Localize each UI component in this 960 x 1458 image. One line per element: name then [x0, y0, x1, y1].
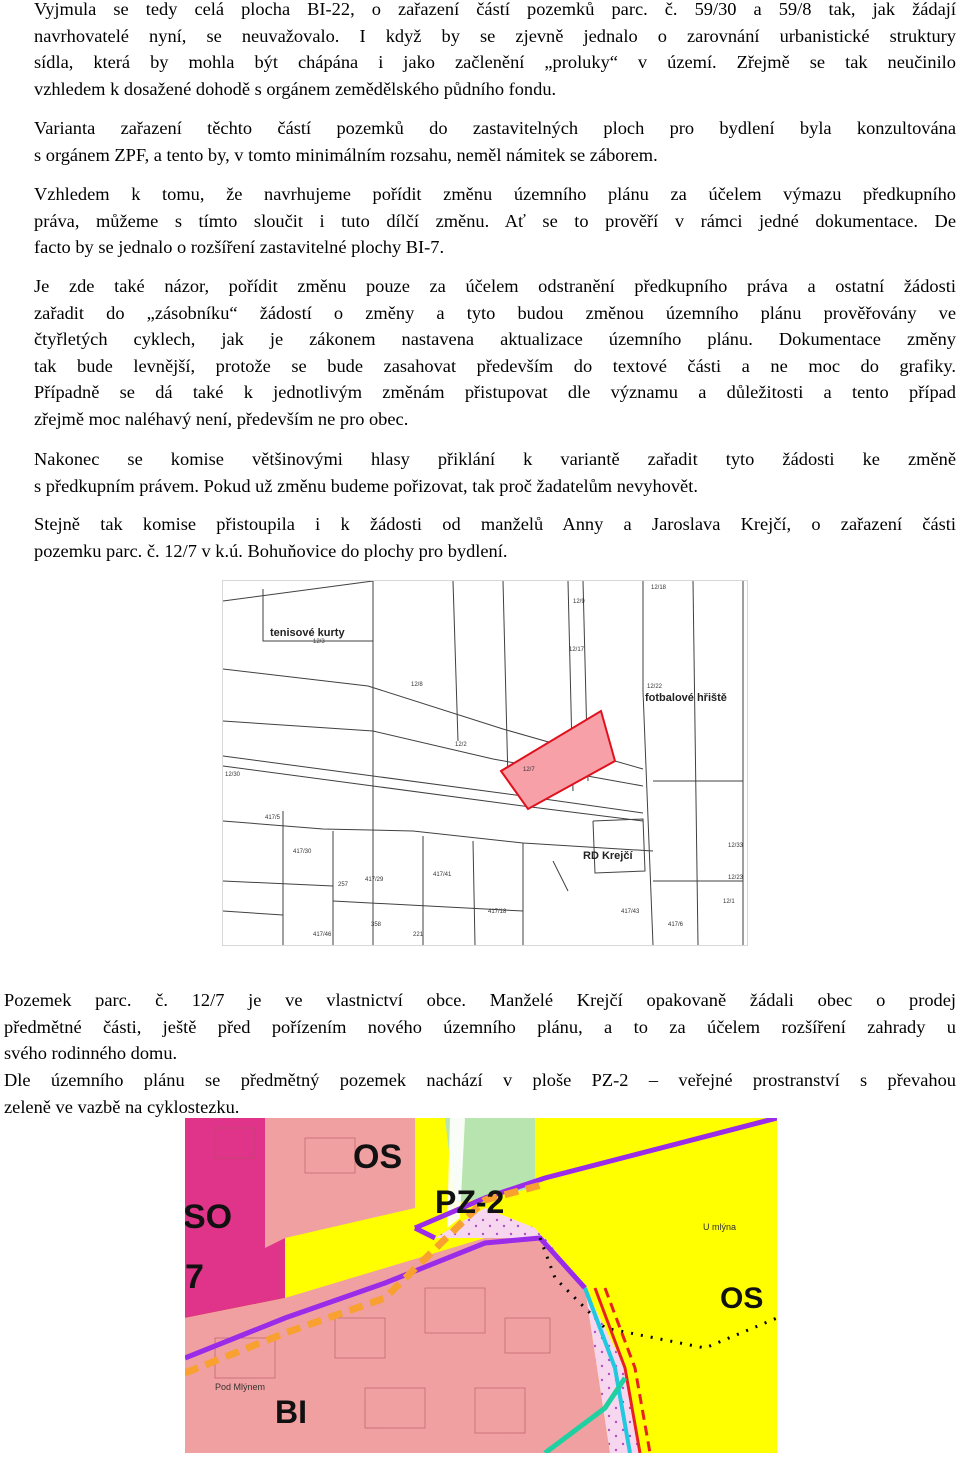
so-label: SO — [185, 1198, 233, 1236]
svg-text:12/2: 12/2 — [455, 742, 467, 748]
paragraph-commission-decision — [34, 446, 956, 499]
seven-label: 7 — [185, 1258, 204, 1296]
os-right-label: OS — [720, 1282, 764, 1315]
svg-text:417/29: 417/29 — [365, 877, 384, 883]
text-line: předmětné části, ještě před pořízením nového územního plánu, a to za účelem rozšíření zahrady u — [4, 1016, 956, 1037]
paragraph-krejci-request — [34, 511, 956, 564]
house-label: RD Krejčí — [583, 850, 633, 862]
svg-text:257: 257 — [338, 882, 349, 888]
text-line: Je zde také názor, pořídit změnu pouze za účelem odstranění předkupního práva a ostatní žádosti — [34, 276, 956, 296]
text-line: Případně se dá také k jednotlivým změnám přistupovat dle významu a důležitosti a tento případ — [34, 382, 956, 402]
text-line: s orgánem ZPF, a tento by, v tomto minimálním rozsahu, neměl námitek se záborem. — [34, 144, 658, 165]
svg-text:12/9: 12/9 — [573, 599, 585, 605]
paragraph-ownership — [4, 987, 956, 1067]
svg-text:221: 221 — [413, 932, 424, 938]
football-label: fotbalové hřiště — [645, 692, 727, 704]
zoning-map — [185, 1118, 777, 1453]
text-line: tak bude levnější, protože se bude zasahovat především do textové části a ne moc do grafiky. — [34, 355, 956, 376]
text-line: s předkupním právem. Pokud už změnu budeme pořizovat, tak proč žadatelům nevyhovět. — [34, 475, 698, 496]
text-line: Pozemek parc. č. 12/7 je ve vlastnictví obce. Manželé Krejčí opakovaně žádali obec o prodej — [4, 990, 956, 1010]
paragraph-zpf-consultation — [34, 115, 956, 168]
svg-text:12/3: 12/3 — [313, 639, 325, 645]
paragraph-alternative-opinion — [34, 273, 956, 432]
text-line: sídla, která by mohla být chápána i jako začlenění „proluky“ v území. Zřejmě se tak neučinilo — [34, 52, 956, 72]
svg-text:417/43: 417/43 — [621, 909, 640, 915]
svg-text:12/7: 12/7 — [523, 767, 535, 773]
text-line: Vyjmula se tedy celá plocha BI-22, o zařazení částí pozemků parc. č. 59/30 a 59/8 tak, jak žádají — [34, 0, 956, 19]
svg-text:12/1: 12/1 — [723, 899, 735, 905]
svg-text:12/23: 12/23 — [728, 875, 744, 881]
text-line: čtyřletých cyklech, jak je zákonem nastavena aktualizace územního plánu. Dokumentace změny — [34, 329, 956, 349]
os-top-label: OS — [353, 1138, 403, 1176]
svg-text:12/22: 12/22 — [647, 684, 663, 690]
text-line: Dle územního plánu se předmětný pozemek nachází v ploše PZ-2 – veřejné prostranství s převahou — [4, 1070, 956, 1090]
paragraph-zoning — [4, 1067, 956, 1120]
street-label: Pod Mlýnem — [215, 1382, 266, 1392]
text-line: vzhledem k dosažené dohodě s orgánem zemědělského půdního fondu. — [34, 78, 557, 99]
text-line: zeleně ve vazbě na cyklostezku. — [4, 1096, 240, 1117]
street-label: U mlýna — [703, 1222, 737, 1232]
paragraph-change-proposal — [34, 181, 956, 261]
text-line: zařadit do „zásobníku“ žádostí o změny a tyto budou změnou územního plánu prověřovány ve — [34, 302, 956, 323]
svg-text:417/46: 417/46 — [313, 932, 332, 938]
text-line: facto by se jednalo o rozšíření zastavitelné plochy BI-7. — [34, 237, 445, 257]
cadastral-map — [222, 580, 748, 946]
svg-text:417/41: 417/41 — [433, 872, 452, 878]
paragraph-bi22 — [34, 0, 956, 102]
svg-text:12/18: 12/18 — [651, 585, 667, 591]
text-line: práva, můžeme s tímto sloučit i tuto dílčí změnu. Ať se to prověří v rámci jedné dokumentace. De — [34, 210, 956, 231]
text-line: pozemku parc. č. 12/7 v k.ú. Bohuňovice do plochy pro bydlení. — [34, 540, 508, 561]
tennis-label: tenisové kurty — [270, 627, 345, 639]
svg-text:417/5: 417/5 — [265, 815, 281, 821]
bi-label: BI — [275, 1394, 307, 1430]
svg-text:12/17: 12/17 — [569, 647, 585, 653]
zoning-map-svg — [185, 1118, 777, 1453]
svg-text:12/33: 12/33 — [728, 843, 744, 849]
svg-text:417/30: 417/30 — [293, 849, 312, 855]
text-line: Varianta zařazení těchto částí pozemků do zastavitelných ploch pro bydlení byla konzultována — [34, 118, 956, 138]
text-line: Nakonec se komise většinovými hlasy přiklání k variantě zařadit tyto žádosti ke změně — [34, 449, 956, 469]
pz2-label: PZ-2 — [435, 1184, 505, 1220]
svg-text:417/18: 417/18 — [488, 909, 507, 915]
text-line: svého rodinného domu. — [4, 1043, 178, 1063]
svg-text:358: 358 — [371, 922, 382, 928]
text-line: Vzhledem k tomu, že navrhujeme pořídit změnu územního plánu za účelem výmazu předkupního — [34, 184, 956, 204]
text-line: navrhovatelé nyní, se neuvažovalo. I když by se zjevně jednalo o zarovnání urbanistické struktury — [34, 25, 956, 46]
svg-text:417/6: 417/6 — [668, 922, 684, 928]
text-line: Stejně tak komise přistoupila i k žádosti od manželů Anny a Jaroslava Krejčí, o zařazení části — [34, 514, 956, 534]
cadastral-map-svg — [223, 581, 747, 945]
text-line: zřejmě moc naléhavý není, především ne pro obec. — [34, 408, 409, 429]
svg-text:12/8: 12/8 — [411, 682, 423, 688]
svg-text:12/30: 12/30 — [225, 772, 241, 778]
